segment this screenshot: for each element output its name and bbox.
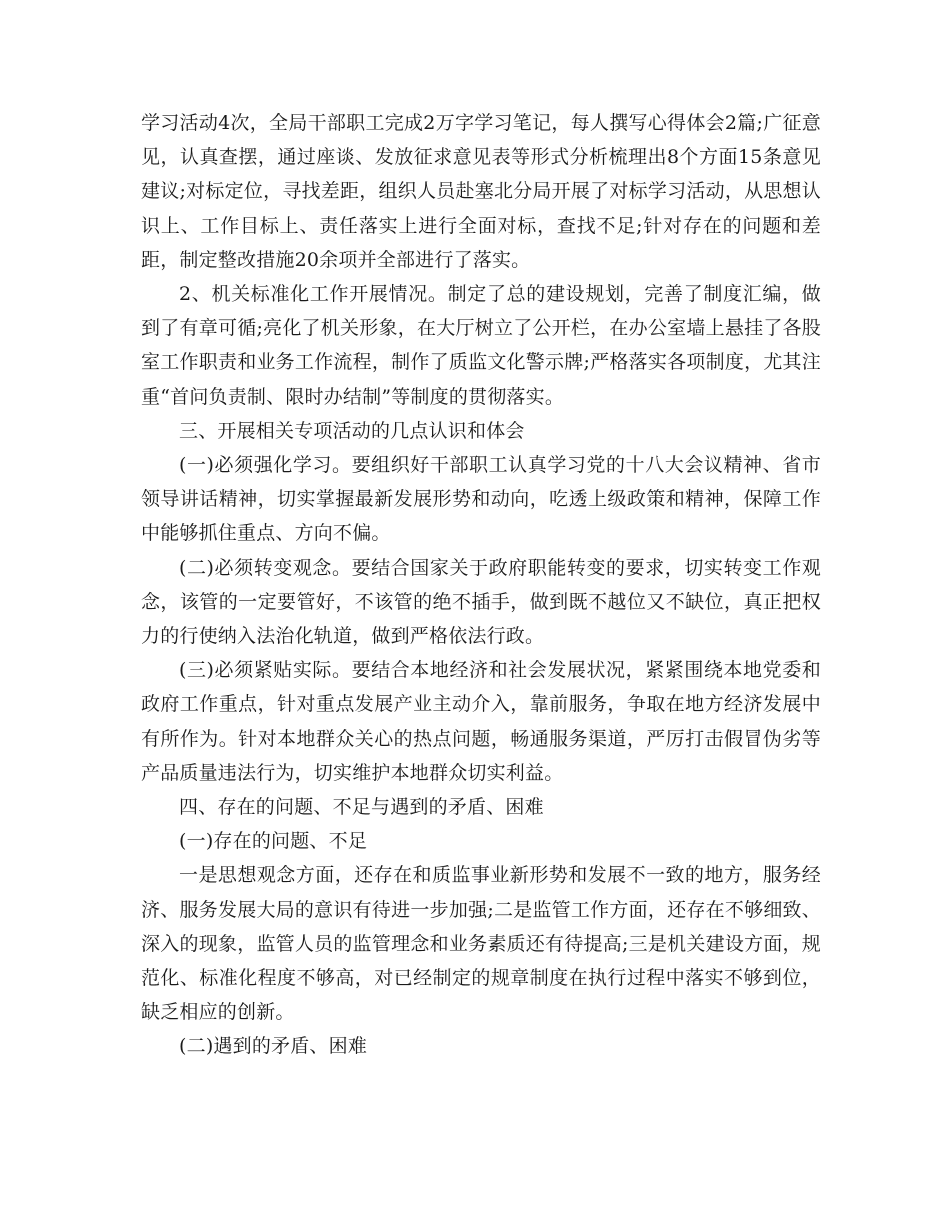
section-heading-3: 三、开展相关专项活动的几点认识和体会 bbox=[179, 419, 525, 442]
paragraph-problems: 一是思想观念方面，还存在和质监事业新形势和发展不一致的地方，服务经济、服务发展大局的意识有待进一步加强;二是监管工作方面，还存在不够细致、深入的现象，监管人员的监管理念和业务素质还有待提高;三是机关建设方面，规范化、标准化程度不够高，对已经制定的规章制度在执行过程中落实不够到位，缺乏相应的创新。 bbox=[141, 864, 821, 1024]
paragraph-study-activities: 学习活动4次，全局干部职工完成2万字学习笔记，每人撰写心得体会2篇;广征意见，认真查摆，通过座谈、发放征求意见表等形式分析梳理出8个方面15条意见建议;对标定位，寻找差距，组织人员赴塞北分局开展了对标学习活动，从思想认识上、工作目标上、责任落实上进行全面对标，查找不足;针对存在的问题和差距，制定整改措施20余项并全部进行了落实。 bbox=[141, 112, 821, 271]
subheading-difficulties: (二)遇到的矛盾、困难 bbox=[179, 1035, 368, 1058]
document-body bbox=[141, 106, 821, 1064]
subheading-problems: (一)存在的问题、不足 bbox=[179, 830, 368, 853]
paragraph-standardization: 2、机关标准化工作开展情况。制定了总的建设规划，完善了制度汇编，做到了有章可循;亮化了机关形象，在大厅树立了公开栏，在办公室墙上悬挂了各股室工作职责和业务工作流程，制作了质监文化警示牌;严格落实各项制度，尤其注重“首问负责制、限时办结制”等制度的贯彻落实。 bbox=[141, 283, 821, 408]
paragraph-change-concept: (二)必须转变观念。要结合国家关于政府职能转变的要求，切实转变工作观念，该管的一定要管好，不该管的绝不插手，做到既不越位又不缺位，真正把权力的行使纳入法治化轨道，做到严格依法行政。 bbox=[141, 556, 821, 648]
paragraph-strengthen-study: (一)必须强化学习。要组织好干部职工认真学习党的十八大会议精神、省市领导讲话精神，切实掌握最新发展形势和动向，吃透上级政策和精神，保障工作中能够抓住重点、方向不偏。 bbox=[141, 454, 821, 545]
section-heading-4: 四、存在的问题、不足与遇到的矛盾、困难 bbox=[179, 796, 544, 819]
paragraph-close-to-reality: (三)必须紧贴实际。要结合本地经济和社会发展状况，紧紧围绕本地党委和政府工作重点，针对重点发展产业主动介入，靠前服务，争取在地方经济发展中有所作为。针对本地群众关心的热点问题，畅通服务渠道，严厉打击假冒伪劣等产品质量违法行为，切实维护本地群众切实利益。 bbox=[141, 659, 821, 784]
